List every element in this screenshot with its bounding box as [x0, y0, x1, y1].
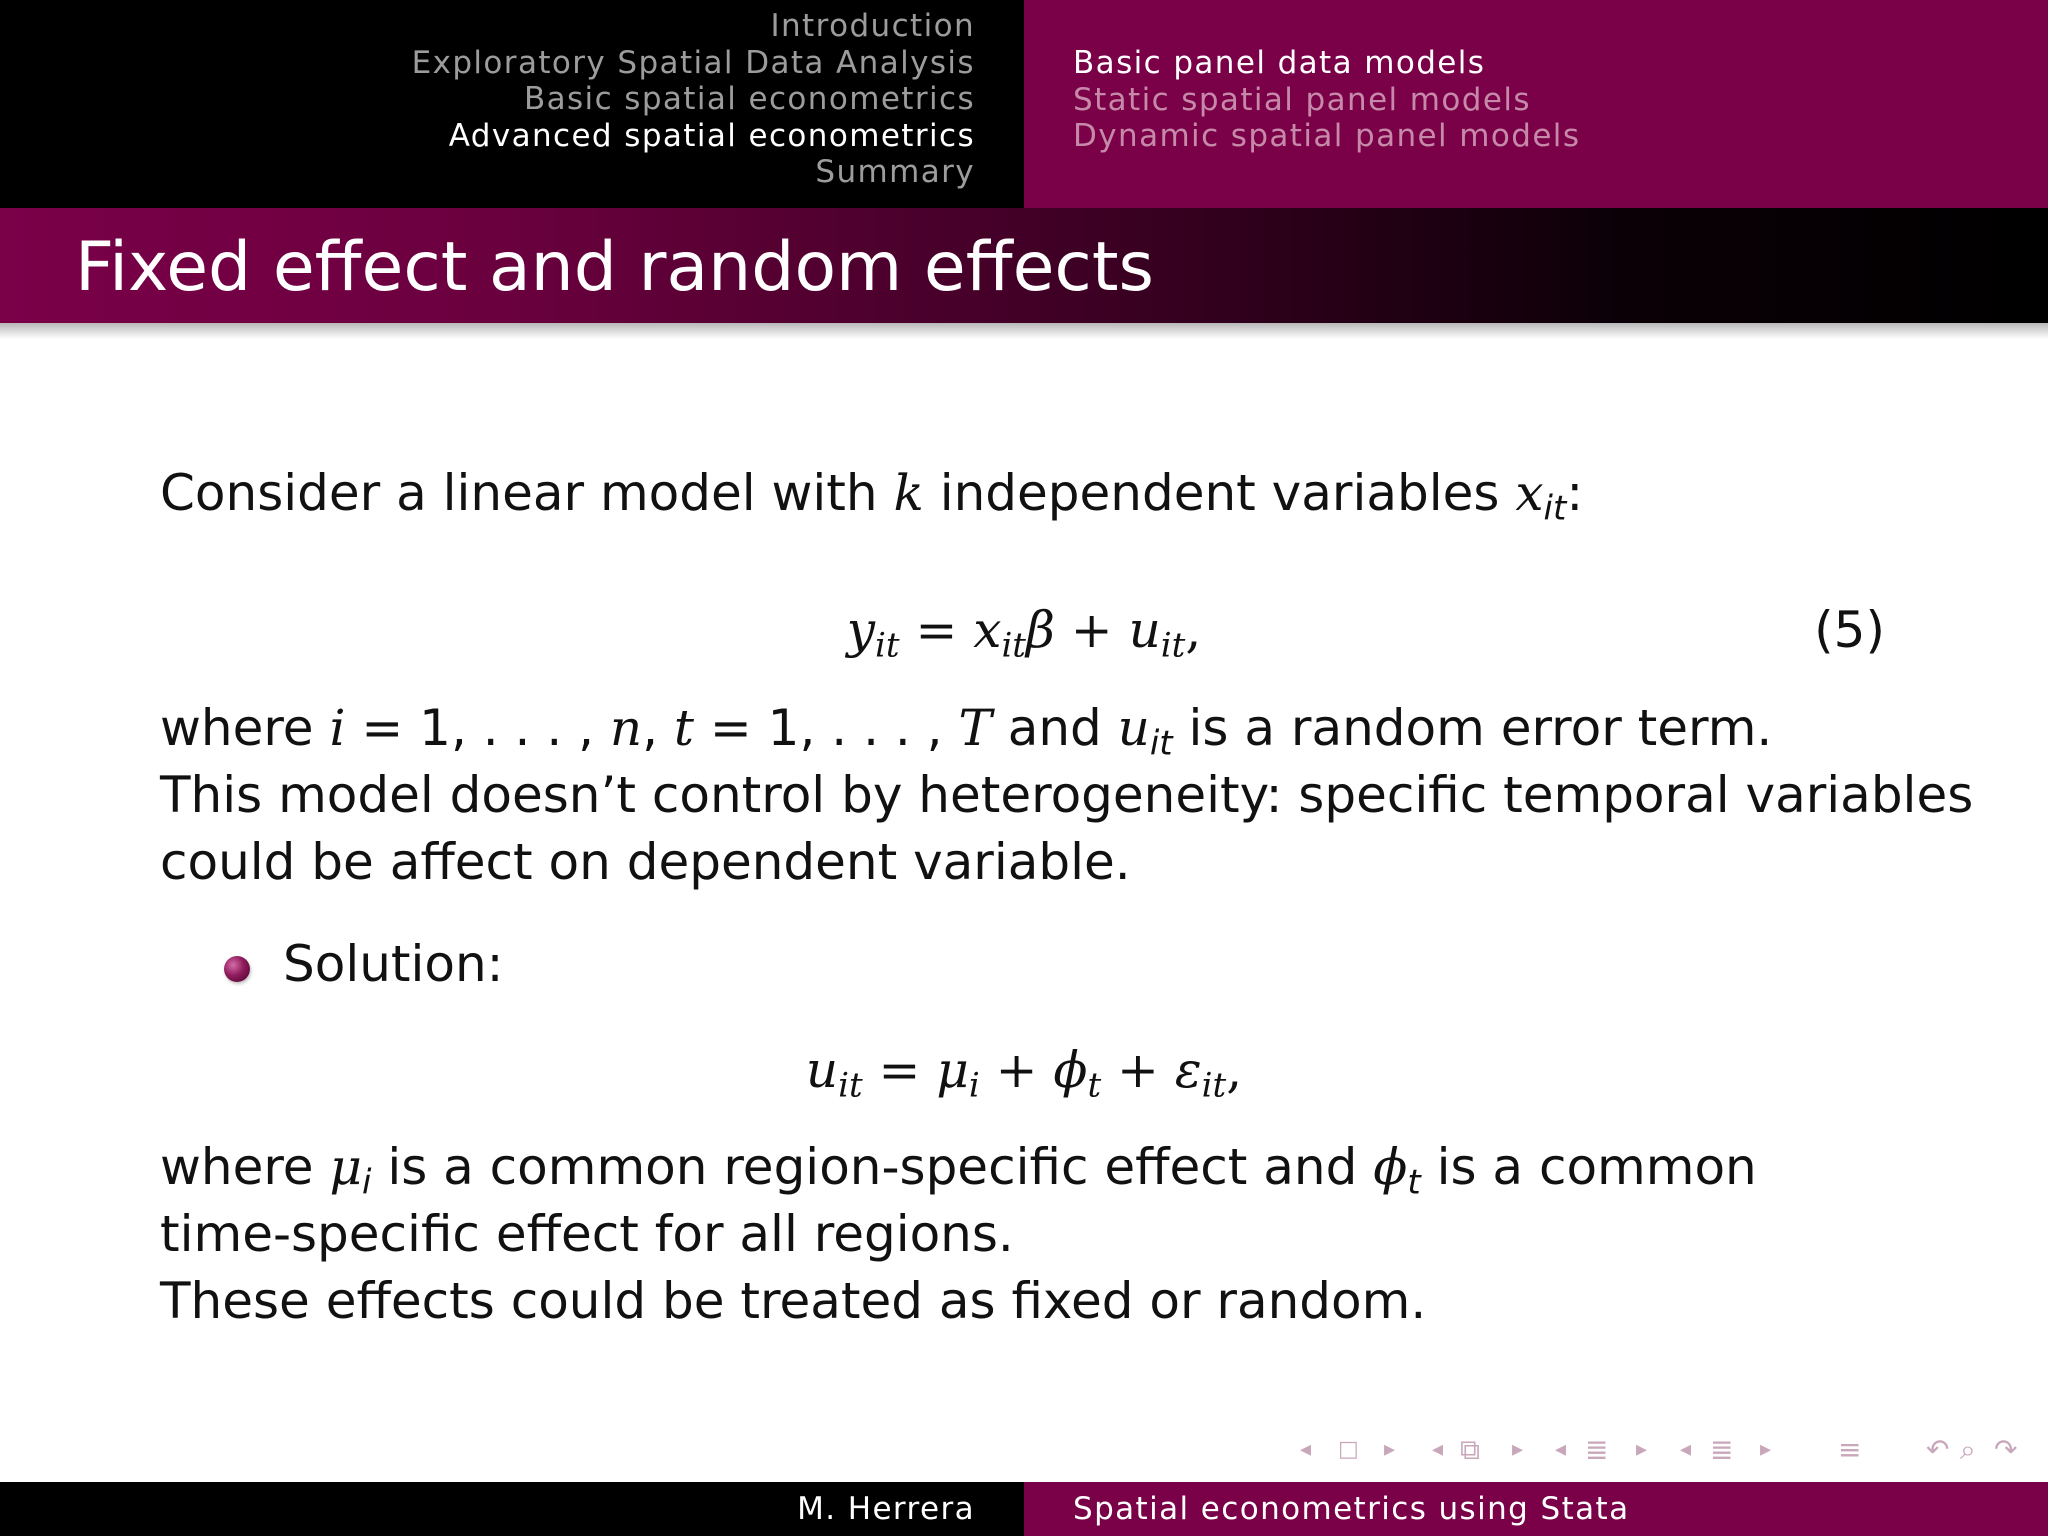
intro-sentence: [160, 460, 1583, 543]
where1-u: u: [1117, 699, 1150, 757]
eq1-x: x: [973, 601, 1002, 659]
subsection-next-icon[interactable]: ▸: [1512, 1437, 1524, 1462]
document-icon[interactable]: ≣: [1710, 1433, 1734, 1466]
frame-prev-icon[interactable]: ◂: [1300, 1437, 1312, 1462]
var-k: k: [893, 464, 924, 522]
subsection-prev-icon[interactable]: ◂: [1432, 1437, 1444, 1462]
where2-middle: is a common region-specific effect and: [371, 1138, 1374, 1196]
eq1-equals: =: [899, 601, 974, 659]
where1-comma: ,: [642, 699, 674, 757]
section-item-basic-spatial-econometrics[interactable]: Basic spatial econometrics: [523, 81, 975, 118]
eq2-phi: ϕ: [1053, 1041, 1088, 1099]
eq2-u: u: [805, 1041, 839, 1099]
eq2-plus-1: +: [979, 1041, 1054, 1099]
where1-u-subscript: it: [1149, 723, 1173, 764]
where1-rest: is a random error term.: [1172, 699, 1773, 757]
fixed-or-random-line: These effects could be treated as fixed or random.: [160, 1272, 1427, 1330]
where1-and: and: [991, 699, 1118, 757]
back-icon[interactable]: ↶: [1926, 1433, 1950, 1466]
time-specific-line: time-specific effect for all regions.: [160, 1205, 1014, 1263]
section-item-summary[interactable]: Summary: [815, 154, 975, 191]
eq2-epsilon: ε: [1174, 1041, 1202, 1099]
eq1-x-subscript: it: [1001, 625, 1026, 666]
eq1-y: y: [846, 601, 875, 659]
var-x-subscript: it: [1543, 488, 1567, 529]
equation-5: [160, 595, 1888, 681]
section-nav-panel: [0, 0, 1024, 208]
subsection-nav-panel: [1024, 0, 2048, 208]
section-prev-icon[interactable]: ◂: [1555, 1437, 1567, 1462]
var-x: x: [1515, 464, 1544, 522]
bullet-icon: [224, 956, 250, 982]
eq1-y-subscript: it: [875, 625, 900, 666]
subsection-list: [1073, 45, 1580, 155]
where2-mu: μ: [329, 1138, 362, 1196]
where1-word: where: [160, 699, 330, 757]
intro-text-after: :: [1566, 464, 1584, 522]
where1-i: i: [329, 699, 346, 757]
title-shadow: [0, 323, 2048, 339]
footer-author: M. Herrera: [797, 1491, 975, 1527]
header-navigation: [0, 0, 2048, 208]
eq1-plus: +: [1054, 601, 1129, 659]
document-next-icon[interactable]: ▸: [1760, 1437, 1772, 1462]
section-item-advanced-spatial-econometrics[interactable]: Advanced spatial econometrics: [448, 117, 975, 154]
where2-mu-subscript: i: [361, 1162, 372, 1203]
frame-next-icon[interactable]: ▸: [1384, 1437, 1396, 1462]
section-item-introduction[interactable]: Introduction: [770, 8, 975, 44]
forward-icon[interactable]: ↷: [1994, 1433, 2018, 1466]
subsection-icon[interactable]: ⧉: [1460, 1433, 1480, 1466]
intro-text-before: Consider a linear model with: [160, 464, 894, 522]
where2-phi-subscript: t: [1407, 1162, 1421, 1203]
eq1-u-subscript: it: [1160, 625, 1186, 666]
eq2-plus-2: +: [1101, 1041, 1175, 1099]
eq2-epsilon-subscript: it: [1201, 1065, 1227, 1106]
where1-t-range: = 1, . . . ,: [694, 699, 959, 757]
where1-T: T: [958, 699, 992, 757]
subsection-item-basic-panel[interactable]: Basic panel data models: [1073, 45, 1486, 81]
where1-i-range: = 1, . . . ,: [345, 699, 610, 757]
where2-phi: ϕ: [1373, 1138, 1408, 1196]
eq1-u: u: [1128, 601, 1161, 659]
eq1-beta: β: [1025, 601, 1055, 659]
where1-n: n: [609, 699, 643, 757]
heterogeneity-line: This model doesn’t control by heterogeneity: specific temporal variables: [160, 766, 1974, 824]
eq2-equals: =: [862, 1041, 937, 1099]
intro-text-middle: independent variables: [923, 464, 1516, 522]
equation-number: (5): [1814, 601, 1885, 659]
eq1-comma: ,: [1185, 601, 1202, 659]
footer-title-panel: [1024, 1482, 2048, 1536]
section-item-esda[interactable]: Exploratory Spatial Data Analysis: [411, 44, 975, 81]
eq2-mu: μ: [936, 1041, 969, 1099]
frame-title: Fixed effect and random effects: [75, 228, 1154, 307]
dependent-variable-line: could be affect on dependent variable.: [160, 833, 1131, 891]
where2-rest: is a common: [1420, 1138, 1757, 1196]
section-next-icon[interactable]: ▸: [1636, 1437, 1648, 1462]
beamer-navigation-symbols: [1300, 1430, 2035, 1470]
bullet-solution-label: Solution:: [283, 935, 504, 993]
subsection-item-static-spatial-panel[interactable]: Static spatial panel models: [1073, 81, 1531, 118]
appendix-icon[interactable]: ≡: [1838, 1433, 1862, 1466]
equation-error-components: [160, 1035, 1888, 1121]
eq2-phi-subscript: t: [1087, 1065, 1102, 1106]
search-icon[interactable]: ⌕: [1960, 1433, 1976, 1466]
eq2-u-subscript: it: [838, 1065, 863, 1106]
frame-icon[interactable]: □: [1338, 1437, 1359, 1462]
where2-word: where: [160, 1138, 330, 1196]
eq2-comma: ,: [1226, 1041, 1243, 1099]
where1-t: t: [673, 699, 694, 757]
section-list: [412, 8, 975, 191]
footer-author-panel: [0, 1482, 1024, 1536]
section-icon[interactable]: ≣: [1585, 1433, 1609, 1466]
document-prev-icon[interactable]: ◂: [1680, 1437, 1692, 1462]
eq2-mu-subscript: i: [968, 1065, 980, 1106]
footer-short-title: Spatial econometrics using Stata: [1073, 1491, 1630, 1527]
subsection-item-dynamic-spatial-panel[interactable]: Dynamic spatial panel models: [1073, 118, 1581, 155]
footer: [0, 1482, 2048, 1536]
